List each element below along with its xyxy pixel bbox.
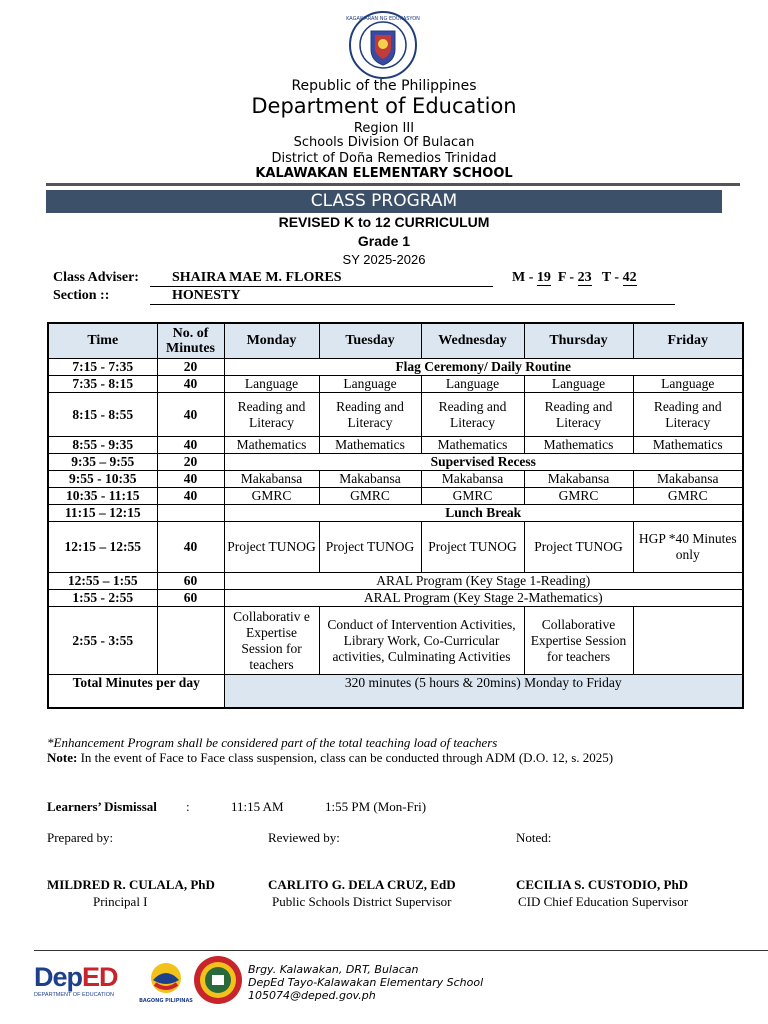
- activity-cell: Makabansa: [319, 471, 421, 488]
- header-tuesday: Tuesday: [319, 323, 421, 359]
- activity-cell: GMRC: [524, 488, 633, 505]
- table-row: [48, 454, 743, 471]
- activity-cell: Mathematics: [224, 437, 319, 454]
- reviewed-title: Public Schools District Supervisor: [272, 894, 452, 909]
- activity-cell: GMRC: [319, 488, 421, 505]
- time-cell: 10:35 - 11:15: [48, 488, 157, 505]
- department-title: Department of Education: [251, 94, 517, 118]
- minutes-cell: 40: [157, 393, 224, 437]
- table-row: [48, 522, 743, 573]
- school-name: KALAWAKAN ELEMENTARY SCHOOL: [255, 166, 513, 181]
- adviser-name: SHAIRA MAE M. FLORES: [150, 270, 493, 287]
- minutes-cell: 20: [157, 359, 224, 376]
- activity-cell: GMRC: [421, 488, 524, 505]
- activity-cell: Mathematics: [633, 437, 743, 454]
- minutes-cell: 40: [157, 471, 224, 488]
- curriculum-title: REVISED K to 12 CURRICULUM: [278, 214, 490, 230]
- activity-cell: Reading and Literacy: [421, 393, 524, 437]
- table-row: [48, 376, 743, 393]
- male-count: 19: [536, 270, 551, 285]
- activity-cell: HGP *40 Minutes only: [633, 522, 743, 573]
- section-label: Section ::: [53, 288, 110, 303]
- minutes-cell: 60: [157, 590, 224, 607]
- svg-text:KAGAWARAN NG EDUKASYON: KAGAWARAN NG EDUKASYON: [346, 16, 420, 22]
- activity-span-cell: Lunch Break: [224, 505, 743, 522]
- time-cell: 8:55 - 9:35: [48, 437, 157, 454]
- table-header-row: [48, 323, 743, 359]
- total-count: 42: [622, 270, 637, 285]
- prepared-name: MILDRED R. CULALA, PhD: [47, 877, 215, 892]
- address-email: 105074@deped.gov.ph: [248, 989, 376, 1002]
- thursday-cell: Collaborative Expertise Session for teachers: [524, 607, 633, 675]
- bagong-pilipinas-logo-icon: [139, 958, 193, 1004]
- activity-cell: Reading and Literacy: [524, 393, 633, 437]
- activity-cell: Project TUNOG: [319, 522, 421, 573]
- activity-span-cell: Flag Ceremony/ Daily Routine: [224, 359, 743, 376]
- activity-cell: Makabansa: [224, 471, 319, 488]
- header-monday: Monday: [224, 323, 319, 359]
- time-cell: 8:15 - 8:55: [48, 393, 157, 437]
- total-row: [48, 675, 743, 709]
- friday-cell: [633, 607, 743, 675]
- class-schedule-table: [47, 322, 744, 709]
- address-line-1: Brgy. Kalawakan, DRT, Bulacan: [248, 963, 419, 976]
- monday-cell: Collaborativ e Expertise Session for teachers: [224, 607, 319, 675]
- section-name: HONESTY: [150, 288, 675, 305]
- activity-cell: Mathematics: [421, 437, 524, 454]
- total-label: Total Minutes per day: [48, 675, 224, 709]
- deped-logo: DepED DEPARTMENT OF EDUCATION: [34, 962, 118, 998]
- activity-cell: Makabansa: [524, 471, 633, 488]
- dismissal-am: 11:15 AM: [231, 799, 284, 814]
- republic-text: Republic of the Philippines: [291, 78, 477, 94]
- activity-cell: Language: [224, 376, 319, 393]
- reviewed-by-label: Reviewed by:: [268, 830, 340, 845]
- activity-cell: Language: [319, 376, 421, 393]
- noted-label: Noted:: [516, 830, 552, 845]
- header-minutes: No. of Minutes: [157, 323, 224, 359]
- footer-address: [248, 963, 483, 1002]
- time-cell: 9:55 - 10:35: [48, 471, 157, 488]
- minutes-cell: 40: [157, 437, 224, 454]
- adviser-label: Class Adviser:: [53, 270, 139, 285]
- time-cell: 7:15 - 7:35: [48, 359, 157, 376]
- minutes-cell: [157, 607, 224, 675]
- class-program-banner: CLASS PROGRAM: [46, 190, 722, 213]
- svg-text:BAGONG PILIPINAS: BAGONG PILIPINAS: [139, 998, 193, 1004]
- footer-divider: [34, 950, 768, 951]
- dismissal-pm: 1:55 PM (Mon-Fri): [325, 799, 427, 814]
- activity-cell: Makabansa: [421, 471, 524, 488]
- activity-cell: Project TUNOG: [421, 522, 524, 573]
- address-line-2: DepEd Tayo-Kalawakan Elementary School: [248, 976, 484, 989]
- minutes-cell: 20: [157, 454, 224, 471]
- header-time: Time: [48, 323, 157, 359]
- activity-cell: GMRC: [633, 488, 743, 505]
- division-text: Schools Division Of Bulacan: [293, 135, 475, 150]
- minutes-cell: 40: [157, 376, 224, 393]
- table-row: [48, 471, 743, 488]
- reviewed-name: CARLITO G. DELA CRUZ, EdD: [268, 877, 456, 892]
- table-row: [48, 359, 743, 376]
- table-row: [48, 437, 743, 454]
- activity-span-cell: ARAL Program (Key Stage 1-Reading): [224, 573, 743, 590]
- minutes-cell: 60: [157, 573, 224, 590]
- region-text: Region III: [353, 121, 415, 136]
- table-row: [48, 573, 743, 590]
- grade-title: Grade 1: [357, 233, 411, 249]
- time-cell: 2:55 - 3:55: [48, 607, 157, 675]
- female-count: 23: [577, 270, 592, 285]
- deped-seal-icon: [346, 11, 420, 79]
- activity-span-cell: ARAL Program (Key Stage 2-Mathematics): [224, 590, 743, 607]
- prepared-by-label: Prepared by:: [47, 830, 114, 845]
- header-divider: [46, 183, 740, 186]
- activity-span-cell: Supervised Recess: [224, 454, 743, 471]
- table-row: [48, 505, 743, 522]
- time-cell: 9:35 – 9:55: [48, 454, 157, 471]
- time-cell: 1:55 - 2:55: [48, 590, 157, 607]
- activity-cell: Project TUNOG: [224, 522, 319, 573]
- total-value: 320 minutes (5 hours & 20mins) Monday to Friday: [224, 675, 743, 709]
- suspension-note: Note: In the event of Face to Face class suspension, class can be conducted through ADM (D.O. 12, s. 2025): [47, 750, 614, 765]
- dismissal-colon: :: [186, 799, 190, 814]
- activity-cell: GMRC: [224, 488, 319, 505]
- activity-cell: Mathematics: [524, 437, 633, 454]
- activity-cell: Language: [421, 376, 524, 393]
- header-thursday: Thursday: [524, 323, 633, 359]
- intervention-cell: Conduct of Intervention Activities, Library Work, Co-Curricular activities, Culminating Activities: [319, 607, 524, 675]
- time-cell: 12:15 – 12:55: [48, 522, 157, 573]
- minutes-cell: 40: [157, 522, 224, 573]
- header-friday: Friday: [633, 323, 743, 359]
- dismissal-label: Learners’ Dismissal: [47, 799, 157, 814]
- time-cell: 7:35 - 8:15: [48, 376, 157, 393]
- minutes-cell: [157, 505, 224, 522]
- table-row: [48, 590, 743, 607]
- header-wednesday: Wednesday: [421, 323, 524, 359]
- school-year: SY 2025-2026: [342, 252, 426, 267]
- table-row: [48, 488, 743, 505]
- noted-name: CECILIA S. CUSTODIO, PhD: [516, 877, 689, 892]
- enrollment-counts: M - 19 F - 23 T - 42: [512, 270, 637, 285]
- table-row: [48, 607, 743, 675]
- activity-cell: Reading and Literacy: [319, 393, 421, 437]
- noted-title: CID Chief Education Supervisor: [518, 894, 689, 909]
- activity-cell: Language: [524, 376, 633, 393]
- school-seal-icon: [193, 955, 243, 1005]
- activity-cell: Reading and Literacy: [633, 393, 743, 437]
- activity-cell: Reading and Literacy: [224, 393, 319, 437]
- activity-cell: Mathematics: [319, 437, 421, 454]
- activity-cell: Makabansa: [633, 471, 743, 488]
- time-cell: 11:15 – 12:15: [48, 505, 157, 522]
- activity-cell: Language: [633, 376, 743, 393]
- time-cell: 12:55 – 1:55: [48, 573, 157, 590]
- activity-cell: Project TUNOG: [524, 522, 633, 573]
- table-row: [48, 393, 743, 437]
- enhancement-note: *Enhancement Program shall be considered part of the total teaching load of teachers: [47, 735, 498, 750]
- district-text: District of Doña Remedios Trinidad: [271, 151, 497, 166]
- minutes-cell: 40: [157, 488, 224, 505]
- prepared-title: Principal I: [93, 894, 148, 909]
